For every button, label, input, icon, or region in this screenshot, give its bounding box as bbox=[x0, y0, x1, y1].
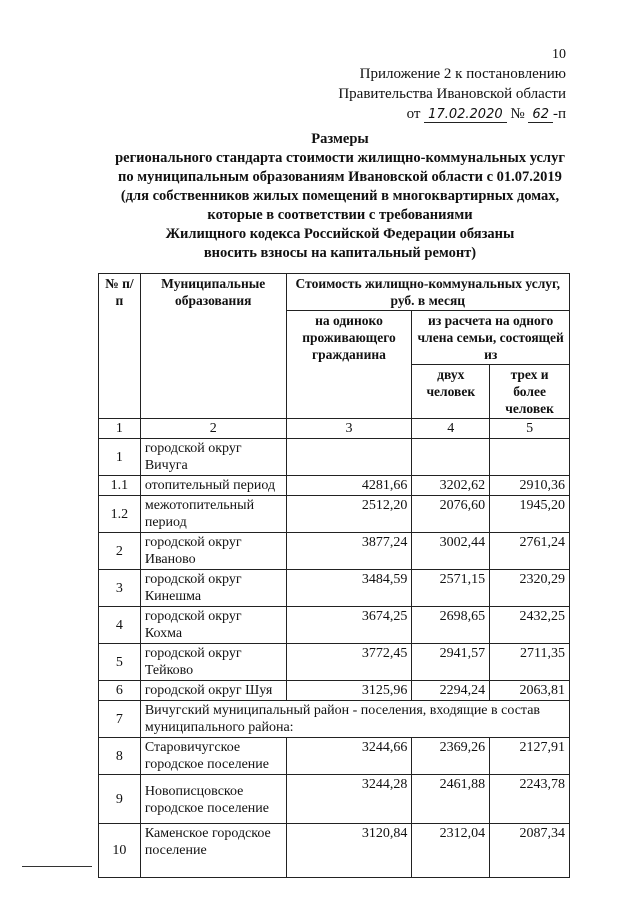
header-number: № п/п bbox=[99, 274, 141, 419]
row-value-single: 4281,66 bbox=[286, 476, 412, 496]
row-value-single: 3244,28 bbox=[286, 775, 412, 824]
appendix-header bbox=[246, 64, 566, 125]
row-number: 9 bbox=[99, 775, 141, 824]
row-number: 4 bbox=[99, 607, 141, 644]
appendix-from: от bbox=[406, 106, 421, 122]
row-number: 1.1 bbox=[99, 476, 141, 496]
row-value-two: 2461,88 bbox=[412, 775, 490, 824]
table-row bbox=[99, 476, 570, 496]
row-value-three: 2320,29 bbox=[490, 570, 570, 607]
row-value-single: 3484,59 bbox=[286, 570, 412, 607]
title-line: Жилищного кодекса Российской Федерации обязаны bbox=[165, 226, 515, 242]
column-number: 1 bbox=[99, 419, 141, 439]
row-value-three: 2243,78 bbox=[490, 775, 570, 824]
table-row bbox=[99, 824, 570, 878]
title-line: (для собственников жилых помещений в многоквартирных домах, bbox=[120, 188, 560, 204]
header-single: на одиноко проживающего гражданина bbox=[286, 311, 412, 419]
row-value-two: 2294,24 bbox=[412, 681, 490, 701]
row-name: Новописцовское городское поселение bbox=[140, 775, 286, 824]
row-name: межотопительный период bbox=[140, 496, 286, 533]
table-row bbox=[99, 570, 570, 607]
row-value-two: 2941,57 bbox=[412, 644, 490, 681]
row-value-single: 3674,25 bbox=[286, 607, 412, 644]
title-line: вносить взносы на капитальный ремонт) bbox=[203, 245, 477, 261]
column-number: 4 bbox=[412, 419, 490, 439]
table-row bbox=[99, 644, 570, 681]
row-number: 8 bbox=[99, 738, 141, 775]
header-cost: Стоимость жилищно-коммунальных услуг, руб. в месяц bbox=[286, 274, 569, 311]
row-value-single: 3120,84 bbox=[286, 824, 412, 878]
row-name: городской округ Кохма bbox=[140, 607, 286, 644]
row-value-three: 2063,81 bbox=[490, 681, 570, 701]
row-name: городской округ Вичуга bbox=[140, 439, 286, 476]
appendix-no: № bbox=[510, 106, 525, 122]
row-value-two: 2312,04 bbox=[412, 824, 490, 878]
title-line: регионального стандарта стоимости жилищно-коммунальных услуг bbox=[115, 150, 565, 166]
row-number: 10 bbox=[99, 824, 141, 878]
table-row bbox=[99, 681, 570, 701]
row-value-two: 3002,44 bbox=[412, 533, 490, 570]
row-number: 6 bbox=[99, 681, 141, 701]
document-title bbox=[60, 130, 620, 263]
table-row bbox=[99, 496, 570, 533]
header-municipality: Муниципальные образования bbox=[140, 274, 286, 419]
row-name: городской округ Иваново bbox=[140, 533, 286, 570]
row-number: 1.2 bbox=[99, 496, 141, 533]
table-row-section bbox=[99, 701, 570, 738]
table-row bbox=[99, 607, 570, 644]
row-value-two: 3202,62 bbox=[412, 476, 490, 496]
row-name: отопительный период bbox=[140, 476, 286, 496]
column-number: 3 bbox=[286, 419, 412, 439]
appendix-line1: Приложение 2 к постановлению bbox=[359, 66, 566, 82]
row-value-three: 2761,24 bbox=[490, 533, 570, 570]
row-name: городской округ Шуя bbox=[140, 681, 286, 701]
cost-table bbox=[98, 273, 570, 878]
row-value-three: 2127,91 bbox=[490, 738, 570, 775]
title-line: которые в соответствии с требованиями bbox=[207, 207, 473, 223]
title-line: Размеры bbox=[311, 131, 369, 147]
table-row bbox=[99, 738, 570, 775]
row-number: 2 bbox=[99, 533, 141, 570]
row-value-single bbox=[286, 439, 412, 476]
row-number: 3 bbox=[99, 570, 141, 607]
appendix-date: 17.02.2020 bbox=[424, 107, 506, 123]
page-number: 10 bbox=[552, 47, 566, 62]
row-value-single: 3244,66 bbox=[286, 738, 412, 775]
row-name: Каменское городское поселение bbox=[140, 824, 286, 878]
appendix-line3 bbox=[246, 104, 566, 125]
row-value-single: 2512,20 bbox=[286, 496, 412, 533]
column-number-row bbox=[99, 419, 570, 439]
section-label: Вичугский муниципальный район - поселения, входящие в состав муниципального района: bbox=[140, 701, 569, 738]
row-value-two bbox=[412, 439, 490, 476]
row-value-single: 3125,96 bbox=[286, 681, 412, 701]
title-line: по муниципальным образованиям Ивановской области с 01.07.2019 bbox=[118, 169, 562, 185]
table-row bbox=[99, 533, 570, 570]
header-two: двух человек bbox=[412, 365, 490, 419]
header-family: из расчета на одного члена семьи, состоящей из bbox=[412, 311, 570, 365]
row-value-two: 2698,65 bbox=[412, 607, 490, 644]
row-value-two: 2571,15 bbox=[412, 570, 490, 607]
row-value-three: 2087,34 bbox=[490, 824, 570, 878]
row-value-three: 2910,36 bbox=[490, 476, 570, 496]
column-number: 5 bbox=[490, 419, 570, 439]
header-three: трех и более человек bbox=[490, 365, 570, 419]
table-row bbox=[99, 439, 570, 476]
row-value-three: 2432,25 bbox=[490, 607, 570, 644]
row-name: городской округ Кинешма bbox=[140, 570, 286, 607]
row-value-three: 1945,20 bbox=[490, 496, 570, 533]
row-number: 1 bbox=[99, 439, 141, 476]
column-number: 2 bbox=[140, 419, 286, 439]
row-value-two: 2369,26 bbox=[412, 738, 490, 775]
row-number: 7 bbox=[99, 701, 141, 738]
row-value-three: 2711,35 bbox=[490, 644, 570, 681]
appendix-number: 62 bbox=[528, 107, 553, 123]
row-name: городской округ Тейково bbox=[140, 644, 286, 681]
row-number: 5 bbox=[99, 644, 141, 681]
appendix-suffix: -п bbox=[552, 106, 566, 122]
row-value-three bbox=[490, 439, 570, 476]
appendix-line2: Правительства Ивановской области bbox=[338, 86, 566, 102]
footer-line bbox=[22, 866, 92, 867]
row-name: Старовичугское городское поселение bbox=[140, 738, 286, 775]
row-value-single: 3772,45 bbox=[286, 644, 412, 681]
row-value-two: 2076,60 bbox=[412, 496, 490, 533]
table-row bbox=[99, 775, 570, 824]
row-value-single: 3877,24 bbox=[286, 533, 412, 570]
